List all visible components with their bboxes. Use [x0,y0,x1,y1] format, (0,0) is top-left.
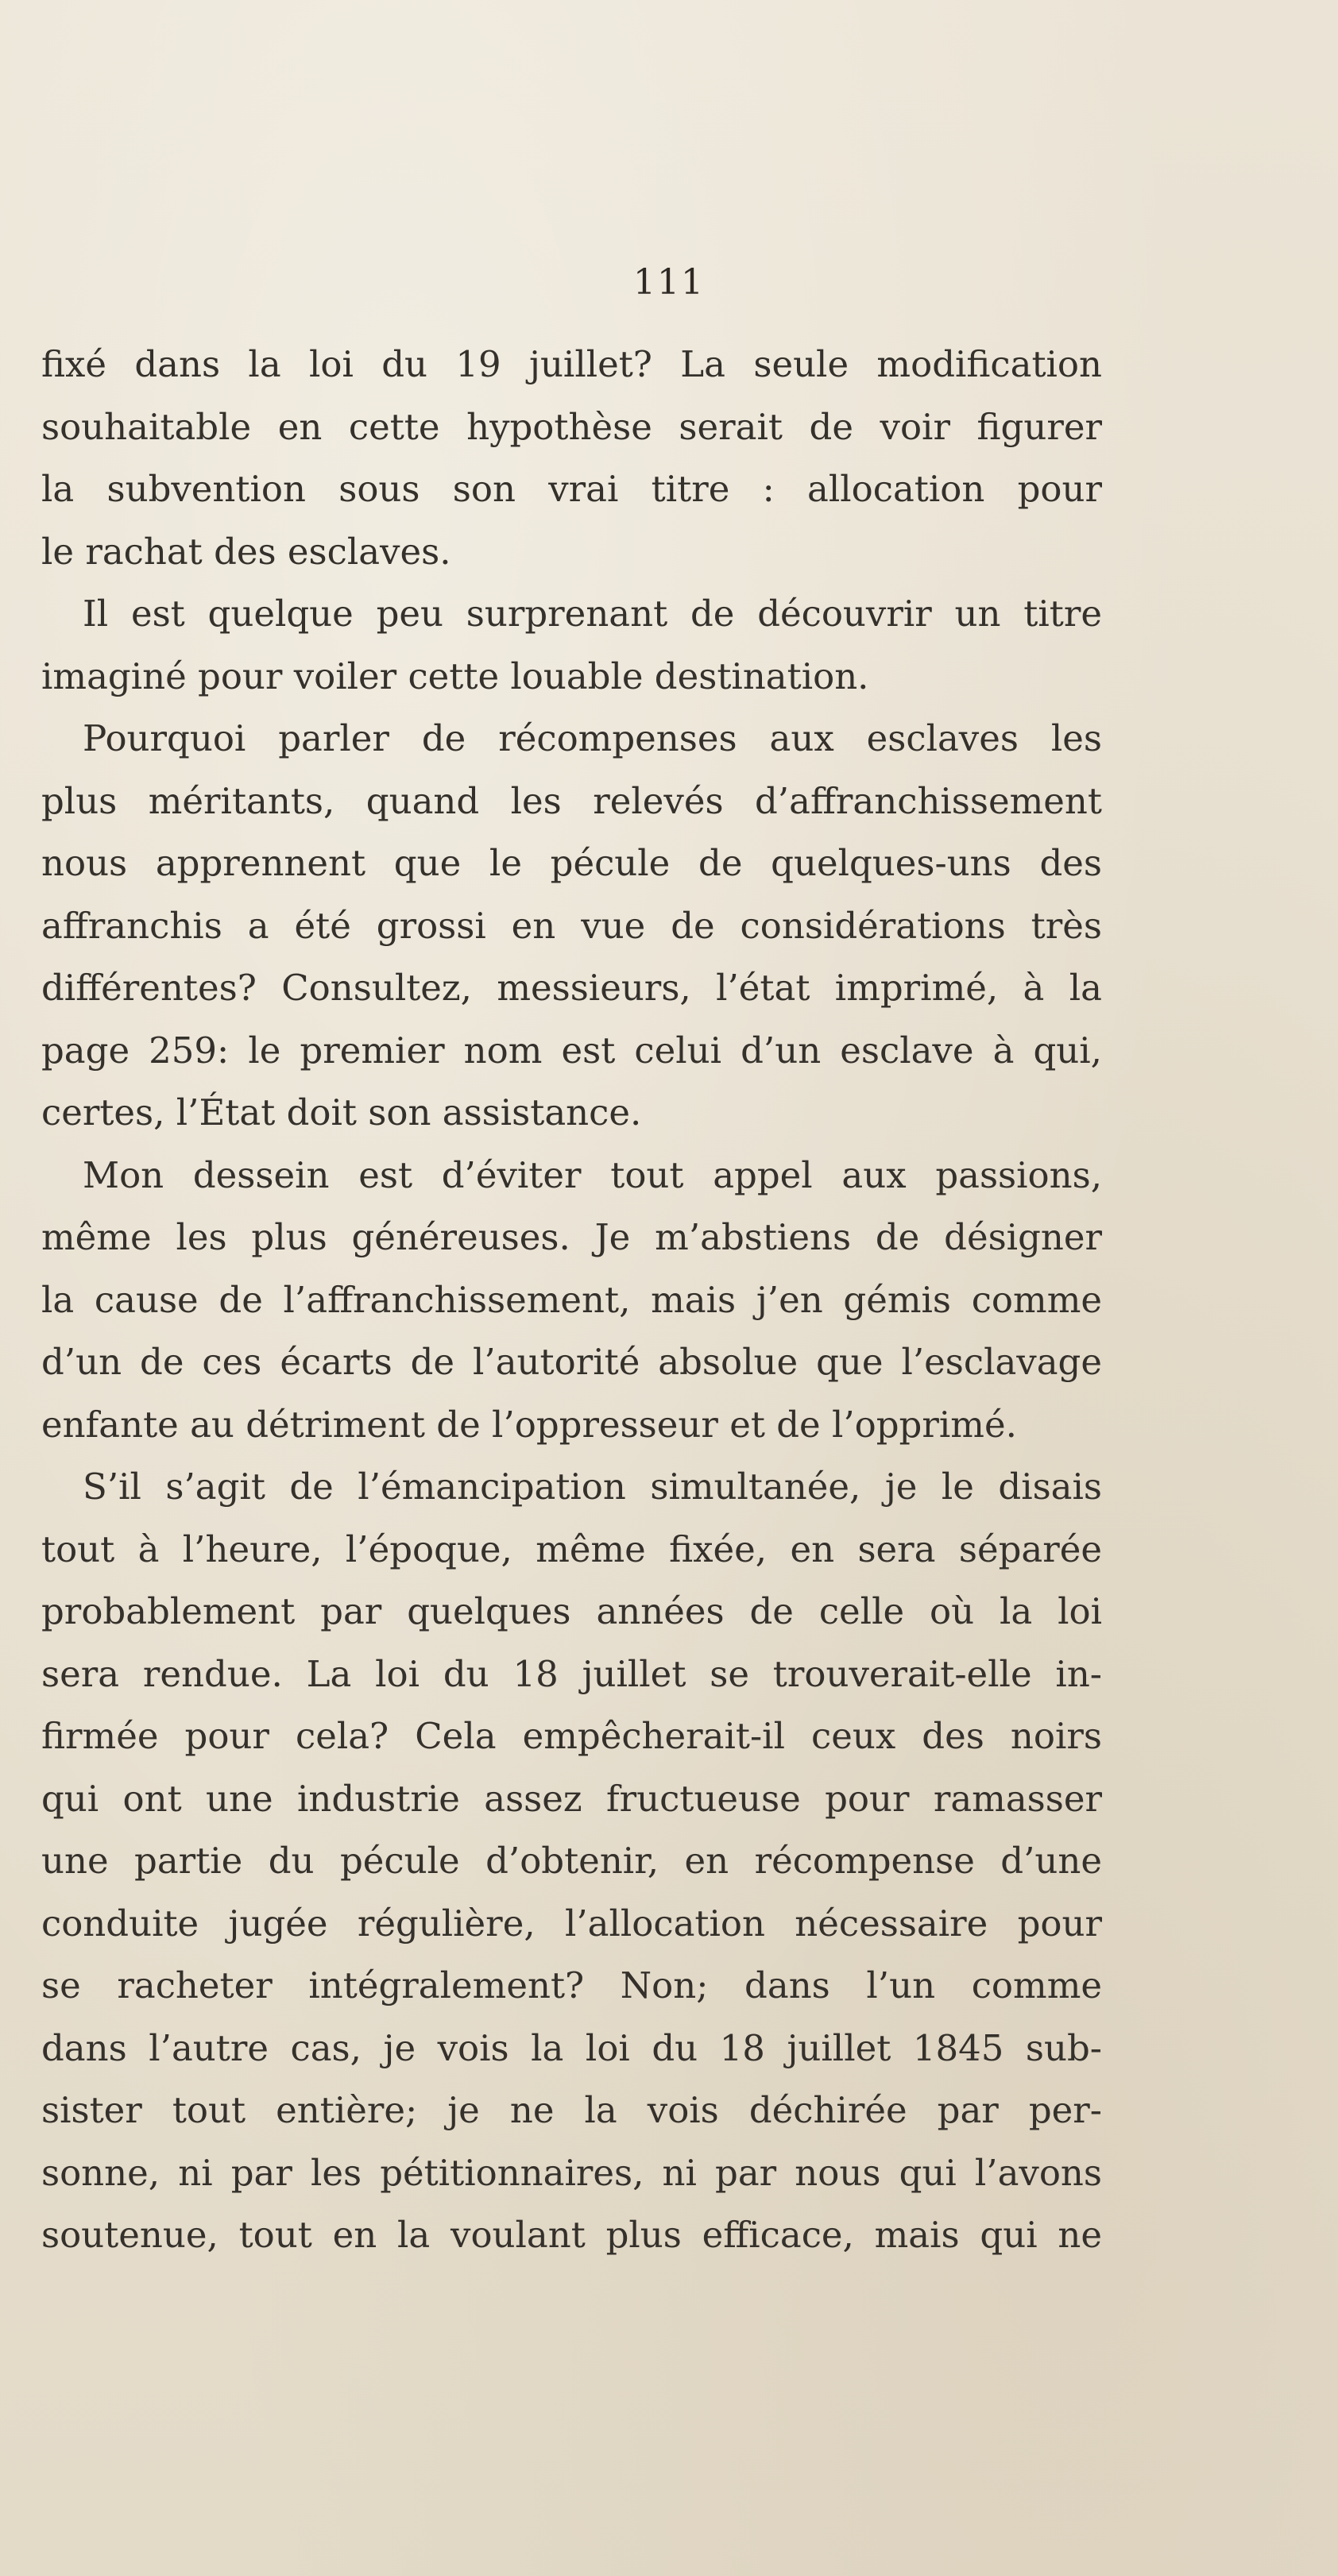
text-line: affranchis a été grossi en vue de considérations très [41,904,1102,947]
text-line: imaginé pour voiler cette louable destination. [41,655,869,697]
text-line: d’un de ces écarts de l’autorité absolue que l’esclavage [41,1341,1102,1383]
text-line: sister tout entière; je ne la vois déchirée par per- [41,2089,1102,2131]
text-line: enfante au détriment de l’oppresseur et de l’opprimé. [41,1403,1017,1446]
text-line: se racheter intégralement? Non; dans l’un comme [41,1964,1102,2006]
text-line: la cause de l’affranchissement, mais j’en gémis comme [41,1278,1102,1321]
text-line: sonne, ni par les pétitionnaires, ni par nous qui l’avons [41,2151,1102,2194]
text-line: plus méritants, quand les relevés d’affranchissement [41,779,1102,822]
text-line: souhaitable en cette hypothèse serait de voir figurer [41,405,1102,448]
text-line: nous apprennent que le pécule de quelques-uns des [41,842,1102,884]
text-line: Mon dessein est d’éviter tout appel aux passions, [83,1153,1102,1196]
text-line: Il est quelque peu surprenant de découvrir un titre [83,593,1102,635]
text-line: fixé dans la loi du 19 juillet? La seule modification [41,343,1102,385]
text-line: Pourquoi parler de récompenses aux esclaves les [83,717,1102,759]
text-line: la subvention sous son vrai titre : allocation pour [41,468,1102,510]
text-line: dans l’autre cas, je vois la loi du 18 juillet 1845 sub- [41,2026,1102,2069]
text-line: firmée pour cela? Cela empêcherait-il ceux des noirs [41,1715,1102,1757]
text-line: certes, l’État doit son assistance. [41,1091,642,1134]
text-line: S’il s’agit de l’émancipation simultanée, je le disais [83,1466,1102,1508]
text-line: conduite jugée régulière, l’allocation nécessaire pour [41,1902,1102,1945]
text-line: sera rendue. La loi du 18 juillet se trouverait-elle in- [41,1652,1102,1695]
body-text [41,334,1102,2267]
text-line: le rachat des esclaves. [41,530,451,573]
text-line: page 259: le premier nom est celui d’un esclave à qui, [41,1029,1102,1072]
text-line: une partie du pécule d’obtenir, en récompense d’une [41,1840,1102,1882]
text-line: tout à l’heure, l’époque, même fixée, en sera séparée [41,1527,1102,1570]
text-line: même les plus généreuses. Je m’abstiens de désigner [41,1216,1102,1258]
page-number: 111 [633,262,705,303]
text-line: probablement par quelques années de celle où la loi [41,1590,1102,1632]
text-line: soutenue, tout en la voulant plus efficace, mais qui ne [41,2214,1102,2256]
text-line: différentes? Consultez, messieurs, l’état imprimé, à la [41,967,1102,1009]
text-line: qui ont une industrie assez fructueuse pour ramasser [41,1777,1102,1820]
